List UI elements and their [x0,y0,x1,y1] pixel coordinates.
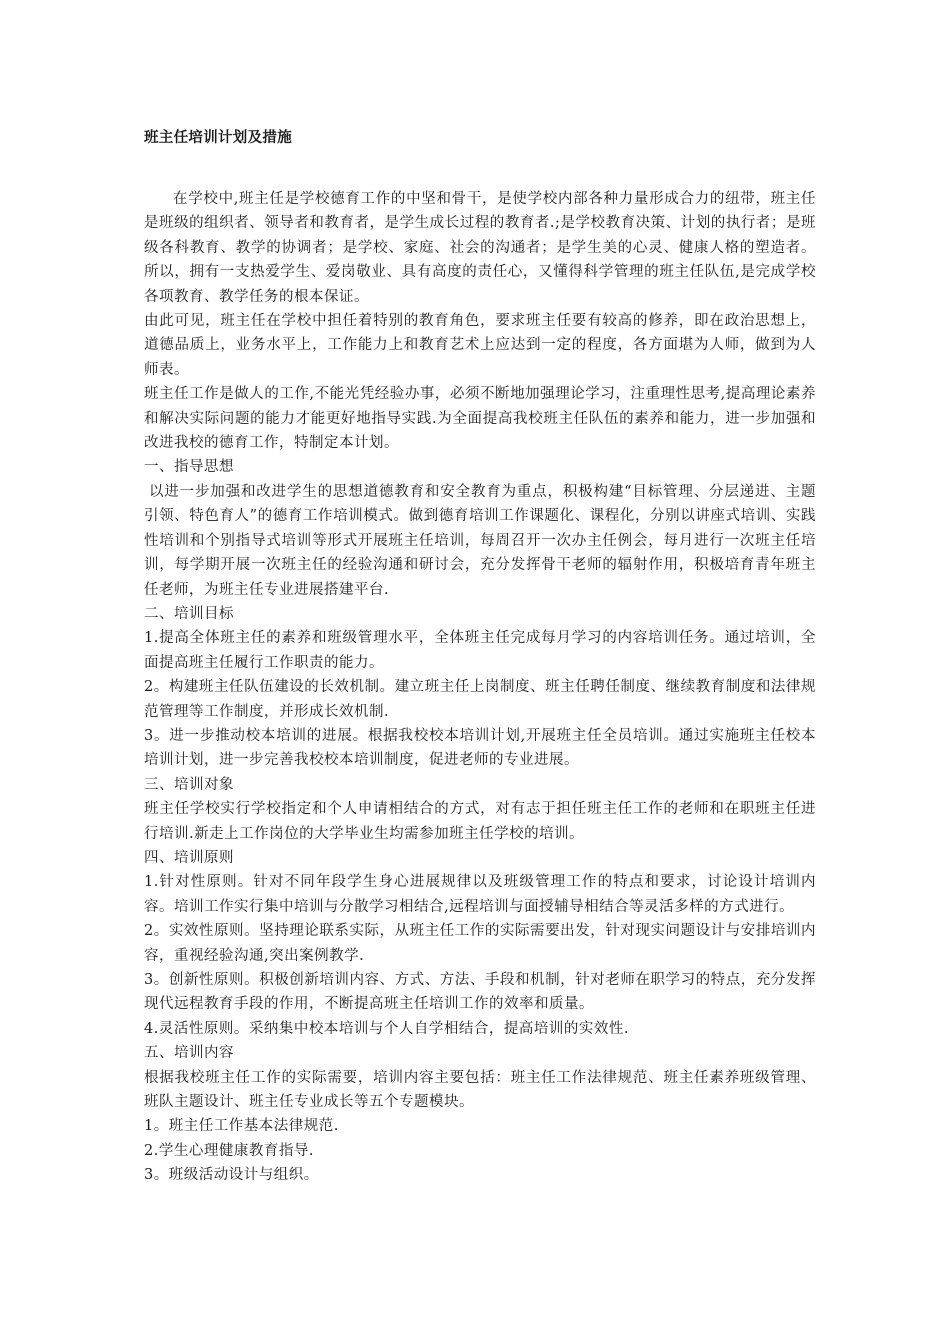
section-heading-training-content: 五、培训内容 [144,1045,234,1062]
list-item-content-2: 2.学生心理健康教育指导. [144,1142,314,1159]
section-heading-training-goals: 二、培训目标 [144,605,234,622]
document-page [144,112,816,1188]
list-item-content-1: 1。班主任工作基本法律规范. [144,1118,339,1135]
list-item-goal-1: 1.提高全体班主任的素养和班级管理水平，全体班主任完成每月学习的内容培训任务。通过培训，全面提高班主任履行工作职责的能力。 [144,630,816,671]
title-spacer [144,150,816,187]
list-item-principle-1: 1.针对性原则。针对不同年段学生身心进展规律以及班级管理工作的特点和要求，讨论设计培训内容。培训工作实行集中培训与分散学习相结合,远程培训与面授辅导相结合等灵活多样的方式进行。 [144,874,816,915]
list-item-goal-2: 2。构建班主任队伍建设的长效机制。建立班主任上岗制度、班主任聘任制度、继续教育制度和法律规范管理等工作制度，并形成长效机制. [144,679,816,720]
paragraph-intro: 在学校中,班主任是学校德育工作的中坚和骨干，是使学校内部各种力量形成合力的纽带，班主任是班级的组织者、领导者和教育者，是学生成长过程的教育者.;是学校教育决策、计划的执行者；是班级各科教育、教学的协调者；是学校、家庭、社会的沟通者；是学生美的心灵、健康人格的塑造者。所以，拥有一支热爱学生、爱岗敬业、具有高度的责任心，又懂得科学管理的班主任队伍,是完成学校各项教育、教学任务的根本保证。 [144,191,816,305]
paragraph-training-targets: 班主任学校实行学校指定和个人申请相结合的方式，对有志于担任班主任工作的老师和在职班主任进行培训.新走上工作岗位的大学毕业生均需参加班主任学校的培训。 [144,801,816,842]
paragraph-role: 由此可见，班主任在学校中担任着特别的教育角色，要求班主任要有较高的修养，即在政治思想上，道德品质上，业务水平上，工作能力上和教育艺术上应达到一定的程度，各方面堪为人师，做到为人师表。 [144,313,816,378]
section-heading-guiding-ideology: 一、指导思想 [144,459,234,476]
paragraph-guiding-ideology: 以进一步加强和改进学生的思想道德教育和安全教育为重点，积极构建“目标管理、分层递进、主题引领、特色育人”的德育工作培训模式。做到德育培训工作课题化、课程化，分别以讲座式培训、实践性培训和个别指导式培训等形式开展班主任培训，每周召开一次办主任例会，每月进行一次班主任培训，每学期开展一次班主任的经验沟通和研讨会，充分发挥骨干老师的辐射作用，积极培育青年班主任老师，为班主任专业进展搭建平台. [144,483,816,598]
paragraph-purpose: 班主任工作是做人的工作,不能光凭经验办事，必须不断地加强理论学习，注重理性思考,提高理论素养和解决实际问题的能力才能更好地指导实践.为全面提高我校班主任队伍的素养和能力，进一步加强和改进我校的德育工作，特制定本计划。 [144,386,816,452]
list-item-goal-3: 3。进一步推动校本培训的进展。根据我校校本培训计划,开展班主任全员培训。通过实施班主任校本培训计划，进一步完善我校校本培训制度，促进老师的专业进展。 [144,727,816,769]
paragraph-training-content: 根据我校班主任工作的实际需要，培训内容主要包括：班主任工作法律规范、班主任素养班级管理、班队主题设计、班主任专业成长等五个专题模块。 [144,1069,816,1111]
section-heading-training-targets: 三、培训对象 [144,776,234,793]
list-item-principle-3: 3。创新性原则。积极创新培训内容、方式、方法、手段和机制，针对老师在职学习的特点，充分发挥现代远程教育手段的作用，不断提高班主任培训工作的效率和质量。 [144,972,816,1013]
document-title: 班主任培训计划及措施 [144,130,292,146]
list-item-principle-2: 2。实效性原则。坚持理论联系实际，从班主任工作的实际需要出发，针对现实问题设计与安排培训内容，重视经验沟通,突出案例教学. [144,923,816,964]
section-heading-training-principles: 四、培训原则 [144,849,234,866]
list-item-principle-4: 4.灵活性原则。采纳集中校本培训与个人自学相结合，提高培训的实效性. [144,1020,629,1037]
list-item-content-3: 3。班级活动设计与组织。 [144,1167,319,1184]
